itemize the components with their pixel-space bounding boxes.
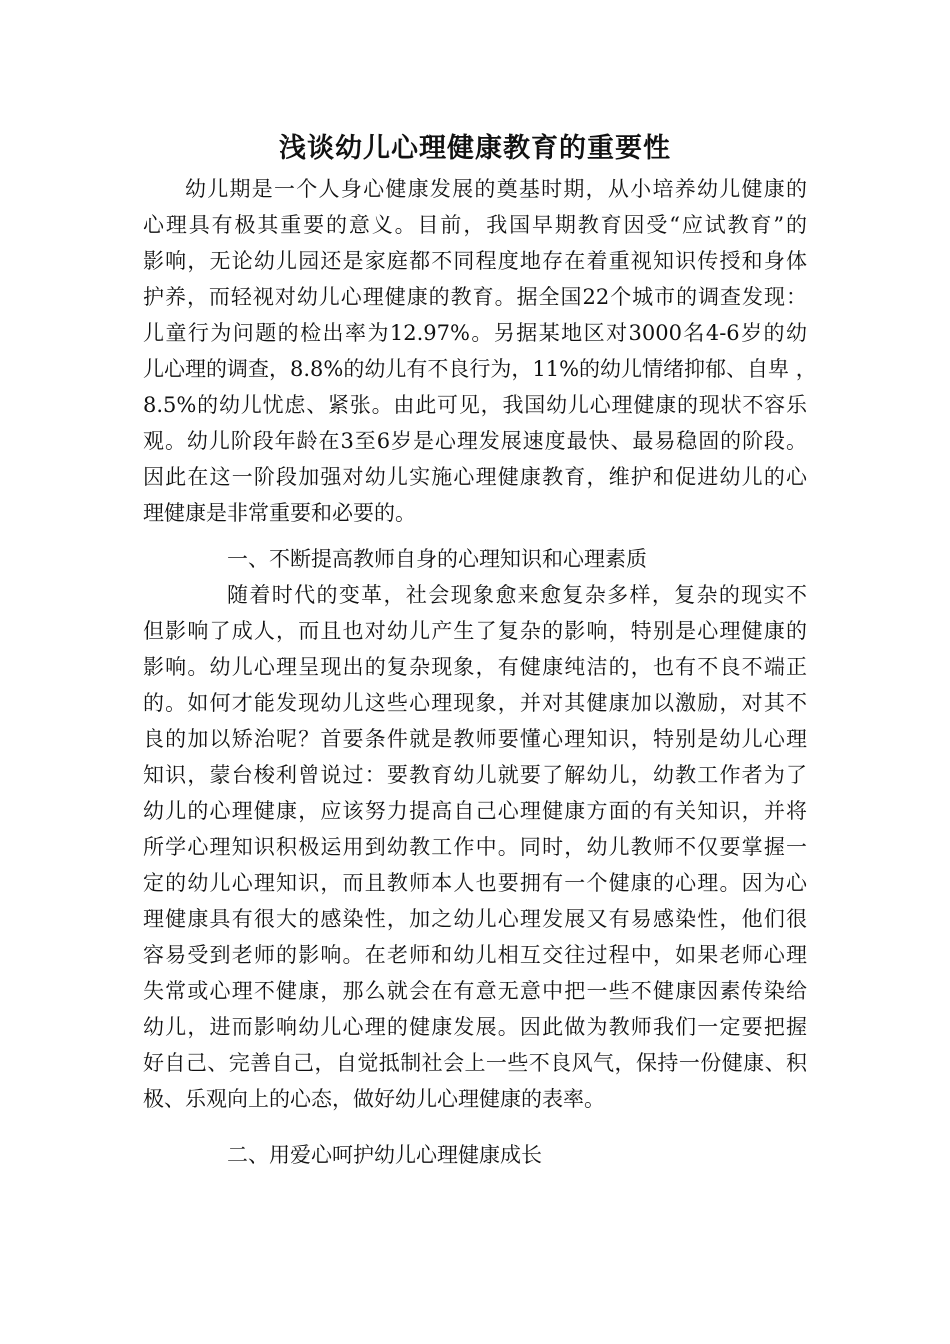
paragraph-2-line: 幼儿，进而影响幼儿心理的健康发展。因此做为教师我们一定要把握 xyxy=(143,1015,807,1039)
paragraph-1-line: 理健康是非常重要和必要的。 xyxy=(143,501,416,525)
paragraph-2-line: 随着时代的变革，社会现象愈来愈复杂多样，复杂的现实不 xyxy=(227,583,807,607)
paragraph-1-line: 儿心理的调查，8.8%的幼儿有不良行为，11%的幼儿情绪抑郁、自卑 ， xyxy=(143,357,817,381)
paragraph-2-line: 知识，蒙台梭利曾说过：要教育幼儿就要了解幼儿，幼教工作者为了 xyxy=(143,763,807,787)
paragraph-1-line: 观。幼儿阶段年龄在3至6岁是心理发展速度最快、最易稳固的阶段。 xyxy=(143,429,807,453)
paragraph-1-line: 心理具有极其重要的意义。目前，我国早期教育因受“应试教育”的 xyxy=(143,213,807,237)
document-title: 浅谈幼儿心理健康教育的重要性 xyxy=(279,133,671,164)
paragraph-2-line: 影响。幼儿心理呈现出的复杂现象，有健康纯洁的，也有不良不端正 xyxy=(143,655,807,679)
paragraph-2-line: 理健康具有很大的感染性，加之幼儿心理发展又有易感染性，他们很 xyxy=(143,907,807,931)
paragraph-1-line: 儿童行为问题的检出率为12.97%。另据某地区对3000名4-6岁的幼 xyxy=(143,321,807,345)
section-heading-2: 二、用爱心呵护幼儿心理健康成长 xyxy=(227,1143,542,1167)
paragraph-2-line: 容易受到老师的影响。在老师和幼儿相互交往过程中，如果老师心理 xyxy=(143,943,807,967)
paragraph-2-line: 幼儿的心理健康，应该努力提高自己心理健康方面的有关知识，并将 xyxy=(143,799,807,823)
paragraph-2-line: 极、乐观向上的心态，做好幼儿心理健康的表率。 xyxy=(143,1087,605,1111)
paragraph-2-line: 的。如何才能发现幼儿这些心理现象，并对其健康加以激励，对其不 xyxy=(143,691,807,715)
paragraph-2-line: 良的加以矫治呢？首要条件就是教师要懂心理知识，特别是幼儿心理 xyxy=(143,727,807,751)
paragraph-1-line: 影响，无论幼儿园还是家庭都不同程度地存在着重视知识传授和身体 xyxy=(143,249,807,273)
paragraph-1-line: 8.5%的幼儿忧虑、紧张。由此可见，我国幼儿心理健康的现状不容乐 xyxy=(143,393,807,417)
paragraph-1-line: 幼儿期是一个人身心健康发展的奠基时期，从小培养幼儿健康的 xyxy=(185,177,807,201)
paragraph-1-line: 护养，而轻视对幼儿心理健康的教育。据全国22个城市的调查发现： xyxy=(143,285,807,309)
paragraph-2-line: 好自己、完善自己，自觉抵制社会上一些不良风气，保持一份健康、积 xyxy=(143,1051,807,1075)
paragraph-2-line: 定的幼儿心理知识，而且教师本人也要拥有一个健康的心理。因为心 xyxy=(143,871,807,895)
paragraph-1-line: 因此在这一阶段加强对幼儿实施心理健康教育，维护和促进幼儿的心 xyxy=(143,465,807,489)
paragraph-2-line: 失常或心理不健康，那么就会在有意无意中把一些不健康因素传染给 xyxy=(143,979,807,1003)
paragraph-2-line: 但影响了成人，而且也对幼儿产生了复杂的影响，特别是心理健康的 xyxy=(143,619,807,643)
paragraph-2-line: 所学心理知识积极运用到幼教工作中。同时，幼儿教师不仅要掌握一 xyxy=(143,835,807,859)
section-heading-1: 一、不断提高教师自身的心理知识和心理素质 xyxy=(227,547,647,571)
